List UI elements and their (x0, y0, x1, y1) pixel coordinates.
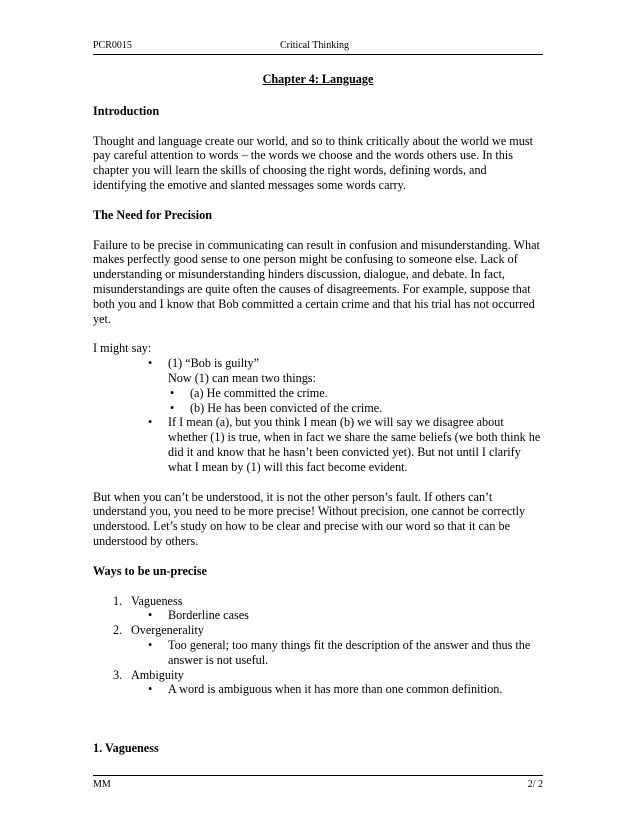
header-title: Critical Thinking (280, 40, 349, 51)
list-item-label: Ambiguity (131, 667, 184, 682)
list-item-label: Vagueness (131, 593, 183, 608)
example-lead: I might say: (93, 341, 152, 356)
introduction-paragraph: Thought and language create our world, and so to think critically about the world we must pay careful attention to words – the words we choose and the words others use. In this chapter you will learn the skills of choosing the right words, defining words, and identifying the emotive and slanted messages some words carry. (93, 133, 533, 192)
vagueness-heading: 1. Vagueness (93, 741, 159, 756)
list-item-label: Overgenerality (131, 623, 204, 638)
ways-list (93, 594, 543, 698)
example-bullet-1: • (1) “Bob is guilty” (93, 356, 543, 371)
page-number: 2/ 2 (527, 779, 543, 790)
chapter-title: Chapter 4: Language (262, 72, 374, 86)
ways-heading: Ways to be un-precise (93, 563, 207, 578)
course-code: PCR0015 (93, 40, 132, 51)
page-header (93, 40, 543, 55)
list-item (93, 668, 543, 683)
example-list (93, 356, 543, 474)
footer-author: MM (93, 779, 111, 790)
list-item (93, 623, 543, 638)
meaning-a: • (a) He committed the crime. (93, 386, 543, 401)
introduction-heading: Introduction (93, 103, 160, 118)
list-item-number: 2. (113, 623, 123, 638)
list-item-sub: • A word is ambiguous when it has more than one common definition. (93, 682, 543, 697)
example-bullet-2: • If I mean (a), but you think I mean (b) we will say we disagree about whether (1) is true, when in fact we share the same beliefs (we both think he did it and know that he hasn’t been convicted yet). But not until I clarify what I mean by (1) will this fact become evident. (93, 415, 543, 474)
list-item (93, 594, 543, 609)
list-item-number: 3. (113, 667, 123, 682)
list-item-number: 1. (113, 593, 123, 608)
meaning-b: • (b) He has been convicted of the crime. (93, 401, 543, 416)
example-bullet-1-note: Now (1) can mean two things: (168, 370, 316, 385)
precision-paragraph: Failure to be precise in communicating can result in confusion and misunderstanding. What makes perfectly good sense to one person might be confusing to someone else. Lack of understanding or misunderstanding hinders discussion, dialogue, and debate. In fact, misunderstandings are quite often the causes of disagreements. For example, suppose that both you and I know that Bob committed a certain crime and that his trial has not occurred yet. (93, 237, 540, 326)
precision-heading: The Need for Precision (93, 207, 213, 222)
list-item-sub: • Too general; too many things fit the description of the answer and thus the answer is not useful. (93, 638, 543, 668)
document-body (93, 72, 543, 771)
page-footer (93, 775, 543, 790)
precision-closing: But when you can’t be understood, it is not the other person’s fault. If others can’t understand you, you need to be more precise! Without precision, one cannot be correctly understood. Let’s study on how to be clear and precise with our word so that it can be understood by others. (93, 489, 526, 548)
list-item-sub: • Borderline cases (93, 608, 543, 623)
